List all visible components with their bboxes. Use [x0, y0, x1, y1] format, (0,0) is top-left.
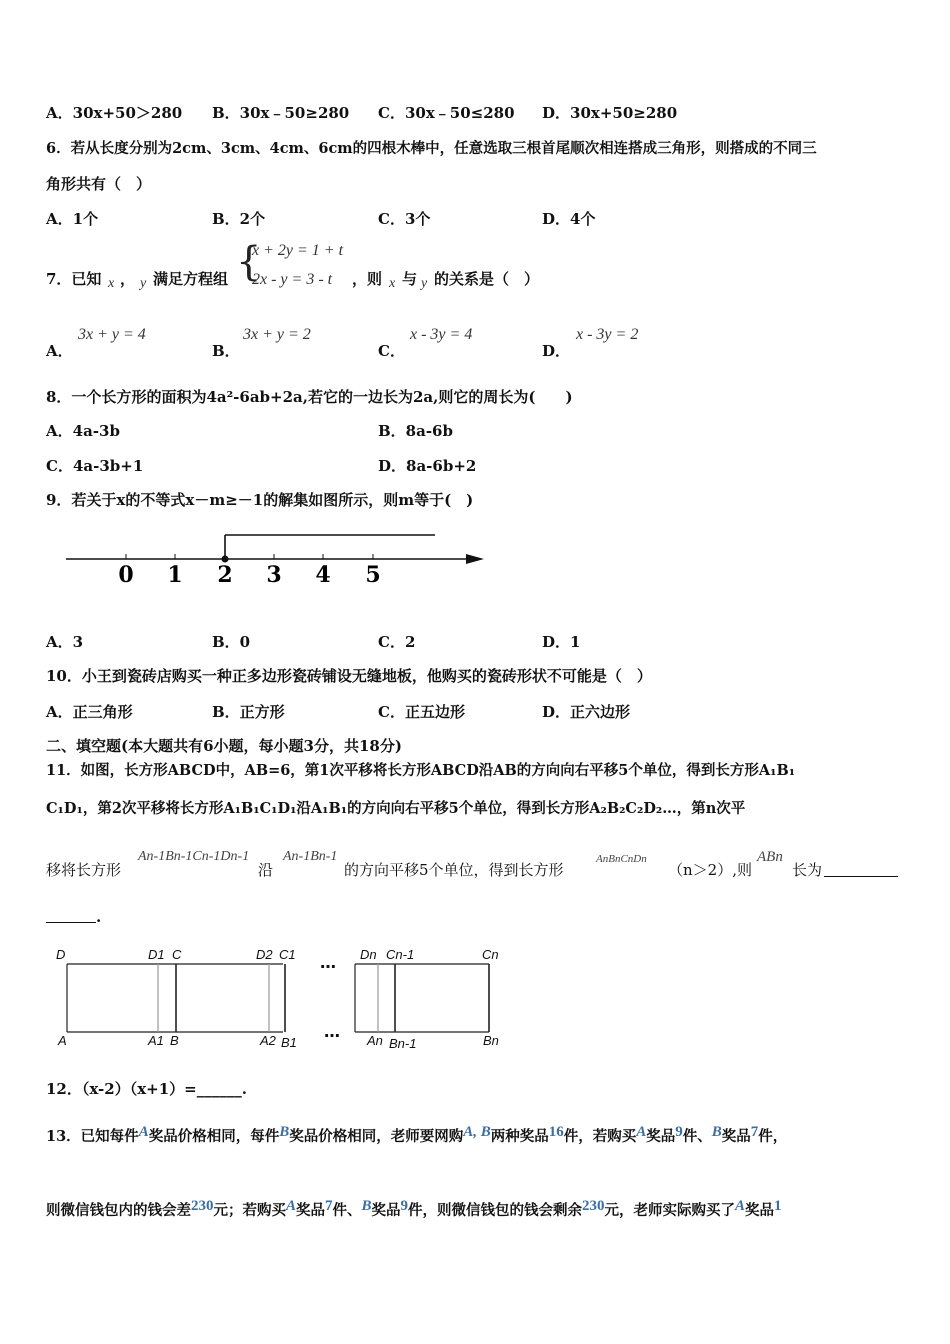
q11-line3-a: 移将长方形	[46, 861, 122, 879]
q13-var-b-2: B	[711, 1124, 722, 1140]
tick-label-2: 2	[217, 562, 233, 587]
q13-text-13: 件、	[332, 1202, 362, 1219]
q11-line3-c: 的方向平移5个单位，得到长方形	[344, 861, 564, 879]
q7-x2: x	[389, 276, 396, 291]
q10-option-a: A．正三角形	[46, 703, 133, 721]
q7-option-b-letter: B．	[212, 342, 240, 360]
tick-label-0: 0	[118, 562, 134, 587]
q7-equation-2: 2x - y = 3 - t	[252, 271, 333, 288]
q13-text-8: 奖品	[721, 1128, 751, 1145]
q7-option-b-expr: 3x + y = 2	[243, 326, 311, 343]
q7-after: ，则	[352, 270, 383, 288]
q7-and: 与	[402, 270, 418, 288]
q13-text-9: 件，	[758, 1128, 788, 1145]
q7-x: x	[108, 276, 115, 291]
q13-text-5: 件，若购买	[563, 1128, 637, 1145]
q11-line3-b: 沿	[258, 861, 274, 879]
q13-num-7: 7	[750, 1124, 759, 1140]
q9-stem: 9．若关于x的不等式x－m≥－1的解集如图所示，则m等于( )	[46, 491, 474, 509]
q13-text-12: 奖品	[296, 1202, 326, 1219]
q7-end: 的关系是（ ）	[434, 270, 540, 288]
q13-text-2: 奖品价格相同，每件	[148, 1128, 280, 1145]
q7-option-c-expr: x - 3y = 4	[410, 326, 473, 343]
q13-text-3: 奖品价格相同，老师要网购	[289, 1128, 464, 1145]
q13-var-b-1: B	[279, 1124, 290, 1140]
q8-option-c: C．4a-3b+1	[46, 457, 144, 475]
q13-var-a-4: A	[735, 1198, 746, 1214]
label-bn: Bn	[483, 1033, 499, 1048]
q13-num-9-b: 9	[400, 1198, 409, 1214]
q13-var-a-1: A	[138, 1124, 149, 1140]
tick-label-4: 4	[315, 562, 331, 587]
q6-option-b: B．2个	[212, 210, 266, 228]
q8-stem: 8．一个长方形的面积为4a²-6ab+2a,若它的一边长为2a,则它的周长为( )	[46, 388, 573, 406]
q11-rect-n: AnBnCnDn	[596, 853, 647, 865]
q7-mid: 满足方程组	[153, 270, 229, 288]
q6-stem-line2: 角形共有（ ）	[46, 175, 152, 193]
q7-option-d-letter: D．	[542, 342, 571, 360]
q10-option-b: B．正方形	[212, 703, 285, 721]
translation-diagram	[50, 940, 510, 1055]
q7-option-a-expr: 3x + y = 4	[78, 326, 146, 343]
q13-text-10: 则微信钱包内的钱会差	[46, 1202, 191, 1219]
q11-line3-d: （n＞2）,则	[668, 861, 752, 879]
q10-stem: 10．小王到瓷砖店购买一种正多边形瓷砖铺设无缝地板，他购买的瓷砖形状不可能是（ ）	[46, 667, 652, 685]
q13-line1	[46, 1124, 787, 1146]
q7-comma: ，	[120, 270, 136, 288]
label-c1: C1	[279, 947, 296, 962]
system-brace: {	[236, 239, 262, 285]
q13-text-4: 两种奖品	[490, 1128, 549, 1145]
label-a: A	[58, 1033, 67, 1048]
q11-line3-e: 长为	[792, 861, 823, 879]
q13-line2	[46, 1198, 782, 1220]
q13-num-16: 16	[548, 1124, 564, 1140]
q13-text-7: 件、	[682, 1128, 712, 1145]
q5-option-b: B．30x﹣50≥280	[212, 104, 350, 122]
number-line-arrow	[466, 554, 484, 564]
q8-option-d: D．8a-6b+2	[378, 457, 477, 475]
label-c: C	[172, 947, 182, 962]
q13-var-b-3: B	[361, 1198, 372, 1214]
q11-line1: 11．如图，长方形ABCD中，AB=6，第1次平移将长方形ABCD沿AB的方向向右平移5个单位，得到长方形A₁B₁	[46, 762, 796, 779]
tick-label-5: 5	[365, 562, 381, 587]
q5-option-c: C．30x﹣50≤280	[378, 104, 515, 122]
q6-option-c: C．3个	[378, 210, 431, 228]
label-cn-1: Cn-1	[386, 947, 415, 962]
q7-y2: y	[421, 276, 428, 291]
ellipsis-top: …	[320, 953, 336, 972]
label-a2: A2	[260, 1033, 276, 1048]
q13-text-11: 元；若购买	[213, 1202, 286, 1219]
q13-text-17: 奖品	[745, 1202, 775, 1219]
q7-option-d-expr: x - 3y = 2	[576, 326, 639, 343]
q7-option-a-letter: A．	[46, 342, 73, 360]
q11-line2: C₁D₁，第2次平移将长方形A₁B₁C₁D₁沿A₁B₁的方向向右平移5个单位，得到长方形A₂B₂C₂D₂…，第n次平	[46, 800, 746, 817]
ellipsis-bottom: …	[324, 1022, 340, 1041]
q6-stem-line1: 6．若从长度分别为2cm、3cm、4cm、6cm的四根木棒中，任意选取三根首尾顺次相连搭成三角形，则搭成的不同三	[46, 140, 817, 157]
q11-answer-blank-2	[46, 922, 96, 923]
q13-text-1: 13．已知每件	[46, 1128, 139, 1145]
q7-y: y	[140, 276, 147, 291]
q10-option-c: C．正五边形	[378, 703, 465, 721]
q13-text-14: 奖品	[371, 1202, 401, 1219]
q11-answer-blank-1	[824, 876, 898, 877]
q12-stem: 12．（x-2）（x+1）=______.	[46, 1080, 247, 1098]
label-b: B	[170, 1033, 179, 1048]
q5-option-d: D．30x+50≥280	[542, 104, 678, 122]
label-an: An	[367, 1033, 383, 1048]
label-cn: Cn	[482, 947, 499, 962]
q13-num-230-b: 230	[582, 1198, 605, 1214]
label-d: D	[56, 947, 66, 962]
q8-option-b: B．8a-6b	[378, 422, 453, 440]
q11-line4: .	[96, 908, 102, 926]
tick-label-3: 3	[266, 562, 282, 587]
q13-num-9: 9	[675, 1124, 683, 1140]
q13-var-ab: A, B	[463, 1124, 491, 1140]
q13-num-230-a: 230	[191, 1198, 214, 1214]
q13-text-16: 元，老师实际购买了	[604, 1202, 736, 1219]
label-b1: B1	[281, 1035, 297, 1050]
section-2-heading: 二、填空题(本大题共有6小题，每小题3分，共18分)	[46, 737, 402, 755]
q9-option-c: C．2	[378, 633, 416, 651]
q11-seg-prev: An-1Bn-1	[283, 849, 338, 864]
q13-num-1: 1	[774, 1198, 782, 1214]
q13-num-7-b: 7	[325, 1198, 333, 1214]
q5-option-a: A．30x+50＞280	[46, 104, 183, 122]
label-bn-1: Bn-1	[389, 1036, 417, 1051]
number-line-figure	[60, 525, 490, 587]
q8-option-a: A．4a-3b	[46, 422, 120, 440]
q11-ab-n: ABn	[757, 849, 783, 865]
q7-prefix: 7．已知	[46, 270, 102, 288]
q13-text-15: 件，则微信钱包的钱会剩余	[408, 1202, 583, 1219]
q7-option-c-letter: C．	[378, 342, 405, 360]
q6-option-a: A．1个	[46, 210, 99, 228]
label-d1: D1	[148, 947, 165, 962]
label-a1: A1	[148, 1033, 164, 1048]
q9-option-d: D．1	[542, 633, 581, 651]
label-dn: Dn	[360, 947, 377, 962]
q13-var-a-3: A	[286, 1198, 297, 1214]
label-d2: D2	[256, 947, 273, 962]
tick-label-1: 1	[167, 562, 183, 587]
q6-option-d: D．4个	[542, 210, 596, 228]
q13-text-6: 奖品	[646, 1128, 676, 1145]
q10-option-d: D．正六边形	[542, 703, 631, 721]
q13-var-a-2: A	[636, 1124, 647, 1140]
q9-option-b: B．0	[212, 633, 251, 651]
q9-option-a: A．3	[46, 633, 84, 651]
q11-rect-prev: An-1Bn-1Cn-1Dn-1	[138, 849, 250, 864]
q7-equation-1: x + 2y = 1 + t	[252, 242, 344, 259]
